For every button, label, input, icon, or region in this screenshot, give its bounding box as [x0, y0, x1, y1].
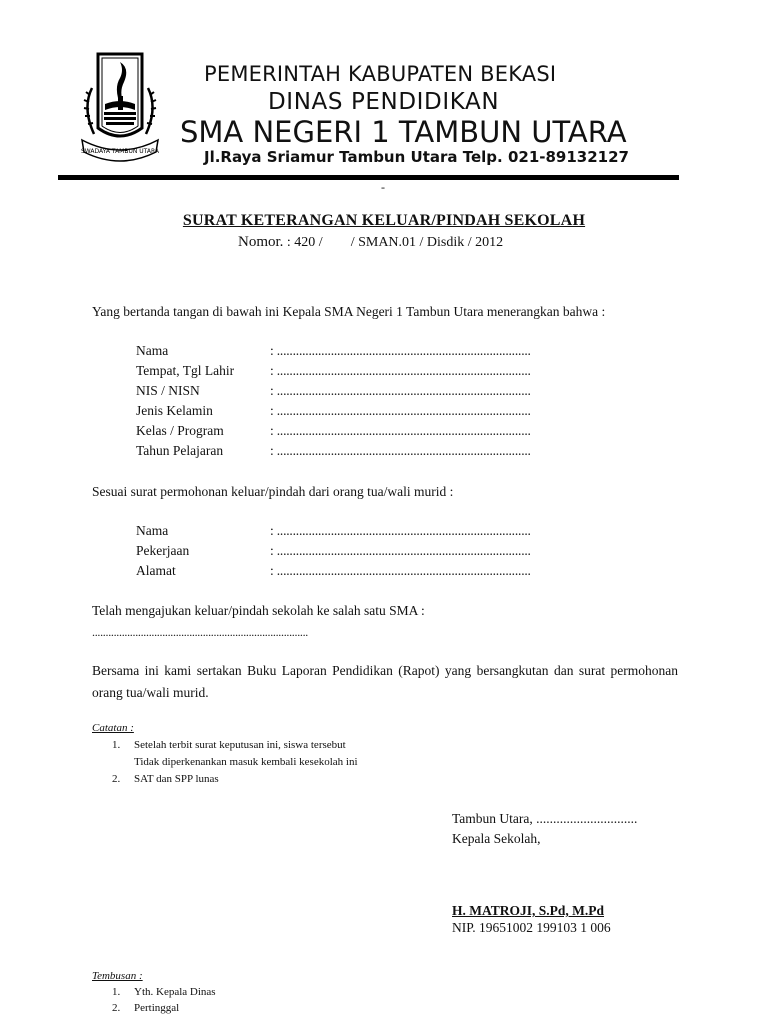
note-text: Setelah terbit surat keputusan ini, siswa tersebut: [134, 739, 346, 751]
field-blank: : ................................................................................: [270, 343, 531, 358]
logo-ribbon-text: SWADAYA TAMBUN UTARA: [81, 148, 159, 155]
school-emblem-logo: [72, 48, 168, 168]
field-label: Alamat: [136, 563, 176, 578]
transfer-school-blank: ................................................................................: [92, 625, 309, 639]
field-blank: : ................................................................................: [270, 563, 531, 578]
field-blank: : ................................................................................: [270, 383, 531, 398]
field-label: Pekerjaan: [136, 543, 190, 558]
divider-mark: -: [381, 180, 385, 194]
cc-number: 1.: [112, 986, 121, 998]
letterhead-government: PEMERINTAH KABUPATEN BEKASI: [204, 62, 557, 86]
field-label: Nama: [136, 523, 169, 538]
intro-paragraph: Yang bertanda tangan di bawah ini Kepala SMA Negeri 1 Tambun Utara menerangkan bahwa :: [92, 304, 606, 319]
note-number: 1.: [112, 739, 121, 751]
cc-heading: Tembusan :: [92, 970, 143, 982]
field-label: Kelas / Program: [136, 423, 224, 438]
signature-place-date: Tambun Utara, ..............................: [452, 811, 638, 826]
field-blank: : ................................................................................: [270, 543, 531, 558]
field-blank: : ................................................................................: [270, 443, 531, 458]
cc-text: Pertinggal: [134, 1002, 180, 1014]
notes-heading: Catatan :: [92, 722, 134, 734]
field-label: Nama: [136, 343, 169, 358]
document-number-label: Nomor.: [238, 234, 284, 250]
letterhead-divider: [58, 175, 679, 180]
field-blank: : ................................................................................: [270, 363, 531, 378]
field-label: NIS / NISN: [136, 383, 200, 398]
note-text: Tidak diperkenankan masuk kembali kesekolah ini: [134, 756, 358, 768]
field-label: Tahun Pelajaran: [136, 443, 224, 458]
letterhead-school-name: SMA NEGERI 1 TAMBUN UTARA: [180, 115, 627, 149]
document-title: SURAT KETERANGAN KELUAR/PINDAH SEKOLAH: [182, 212, 586, 229]
cc-number: 2.: [112, 1002, 121, 1014]
attachment-paragraph: Bersama ini kami sertakan Buku Laporan Pendidikan (Rapot) yang bersangkutan dan surat permohonan orang tua/wali murid.: [92, 663, 678, 700]
request-paragraph: Sesuai surat permohonan keluar/pindah dari orang tua/wali murid :: [92, 484, 454, 499]
field-blank: : ................................................................................: [270, 523, 531, 538]
signatory-name: H. MATROJI, S.Pd, M.Pd: [452, 903, 605, 918]
note-text: SAT dan SPP lunas: [134, 773, 219, 785]
note-number: 2.: [112, 773, 121, 785]
field-blank: : ................................................................................: [270, 403, 531, 418]
signature-role: Kepala Sekolah,: [452, 831, 541, 846]
signatory-nip: NIP. 19651002 199103 1 006: [452, 920, 611, 935]
letterhead-address: Jl.Raya Sriamur Tambun Utara Telp. 021-89132127: [204, 148, 629, 166]
letterhead-office: DINAS PENDIDIKAN: [268, 89, 500, 115]
cc-text: Yth. Kepala Dinas: [134, 986, 216, 998]
document-number-value: : 420 / / SMAN.01 / Disdik / 2012: [286, 235, 504, 250]
field-label: Jenis Kelamin: [136, 403, 213, 418]
document-number: [238, 234, 503, 251]
transfer-paragraph: Telah mengajukan keluar/pindah sekolah ke salah satu SMA :: [92, 603, 425, 618]
field-label: Tempat, Tgl Lahir: [136, 363, 235, 378]
field-blank: : ................................................................................: [270, 423, 531, 438]
